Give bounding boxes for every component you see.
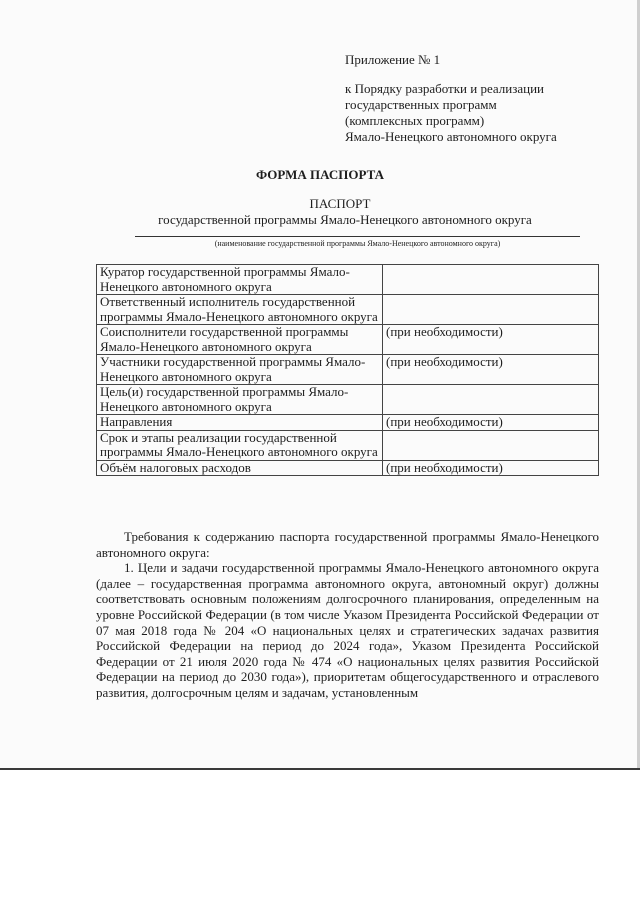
passport-subtitle: государственной программы Ямало-Ненецкого автономного округа — [158, 212, 532, 227]
table-row — [97, 385, 599, 415]
row-label: Участники государственной программы Ямало-Ненецкого автономного округа — [97, 355, 383, 385]
requirements-intro: Требования к содержанию паспорта государственной программы Ямало-Ненецкого автономного округа: — [96, 529, 599, 560]
row-label: Направления — [97, 415, 383, 431]
row-value — [383, 295, 599, 325]
appendix-line: к Порядку разработки и реализации — [345, 81, 544, 96]
appendix-line: (комплексных программ) — [345, 113, 485, 128]
row-value — [383, 265, 599, 295]
passport-table — [96, 264, 599, 476]
row-label: Ответственный исполнитель государственной программы Ямало-Ненецкого автономного округа — [97, 295, 383, 325]
row-value: (при необходимости) — [383, 355, 599, 385]
appendix-block — [345, 52, 625, 145]
form-title: ФОРМА ПАСПОРТА — [255, 167, 384, 182]
program-name-line — [135, 236, 580, 237]
table-row — [97, 355, 599, 385]
row-label: Цель(и) государственной программы Ямало-Ненецкого автономного округа — [97, 385, 383, 415]
row-value — [383, 430, 599, 460]
row-value — [383, 385, 599, 415]
row-value: (при необходимости) — [383, 325, 599, 355]
row-label: Срок и этапы реализации государственной программы Ямало-Ненецкого автономного округа — [97, 430, 383, 460]
passport-heading: ПАСПОРТ — [309, 196, 371, 211]
scan-bottom-edge — [0, 768, 640, 770]
requirements-item-1: 1. Цели и задачи государственной программы Ямало-Ненецкого автономного округа (далее – государственная программа автономного округа, автономный округ) должны соответствовать основным положениям долгосрочного планирования, определенным на уровне Российской Федерации (в том числе Указом Президента Российской Федерации от 07 мая 2018 года № 204 «О национальных целях и стратегических задачах развития Российской Федерации на период до 2024 года», Указом Президента Российской Федерации от 21 июля 2020 года № 474 «О национальных целях развития Российской Федерации на период до 2030 года»), приоритетам общегосударственного и отраслевого развития, долгосрочным целям и задачам, установленным — [96, 560, 599, 700]
table-row — [97, 325, 599, 355]
row-value: (при необходимости) — [383, 415, 599, 431]
row-label: Объём налоговых расходов — [97, 460, 383, 476]
appendix-line: государственных программ — [345, 97, 497, 112]
table-row — [97, 460, 599, 476]
table-row — [97, 295, 599, 325]
table-row — [97, 430, 599, 460]
row-label: Куратор государственной программы Ямало-Ненецкого автономного округа — [97, 265, 383, 295]
row-value: (при необходимости) — [383, 460, 599, 476]
appendix-line: Ямало-Ненецкого автономного округа — [345, 129, 557, 144]
table-row — [97, 265, 599, 295]
requirements-text — [96, 529, 599, 701]
program-name-hint: (наименование государственной программы Ямало-Ненецкого автономного округа) — [214, 239, 501, 248]
row-label: Соисполнители государственной программы Ямало-Ненецкого автономного округа — [97, 325, 383, 355]
appendix-number: Приложение № 1 — [345, 52, 441, 67]
table-row — [97, 415, 599, 431]
